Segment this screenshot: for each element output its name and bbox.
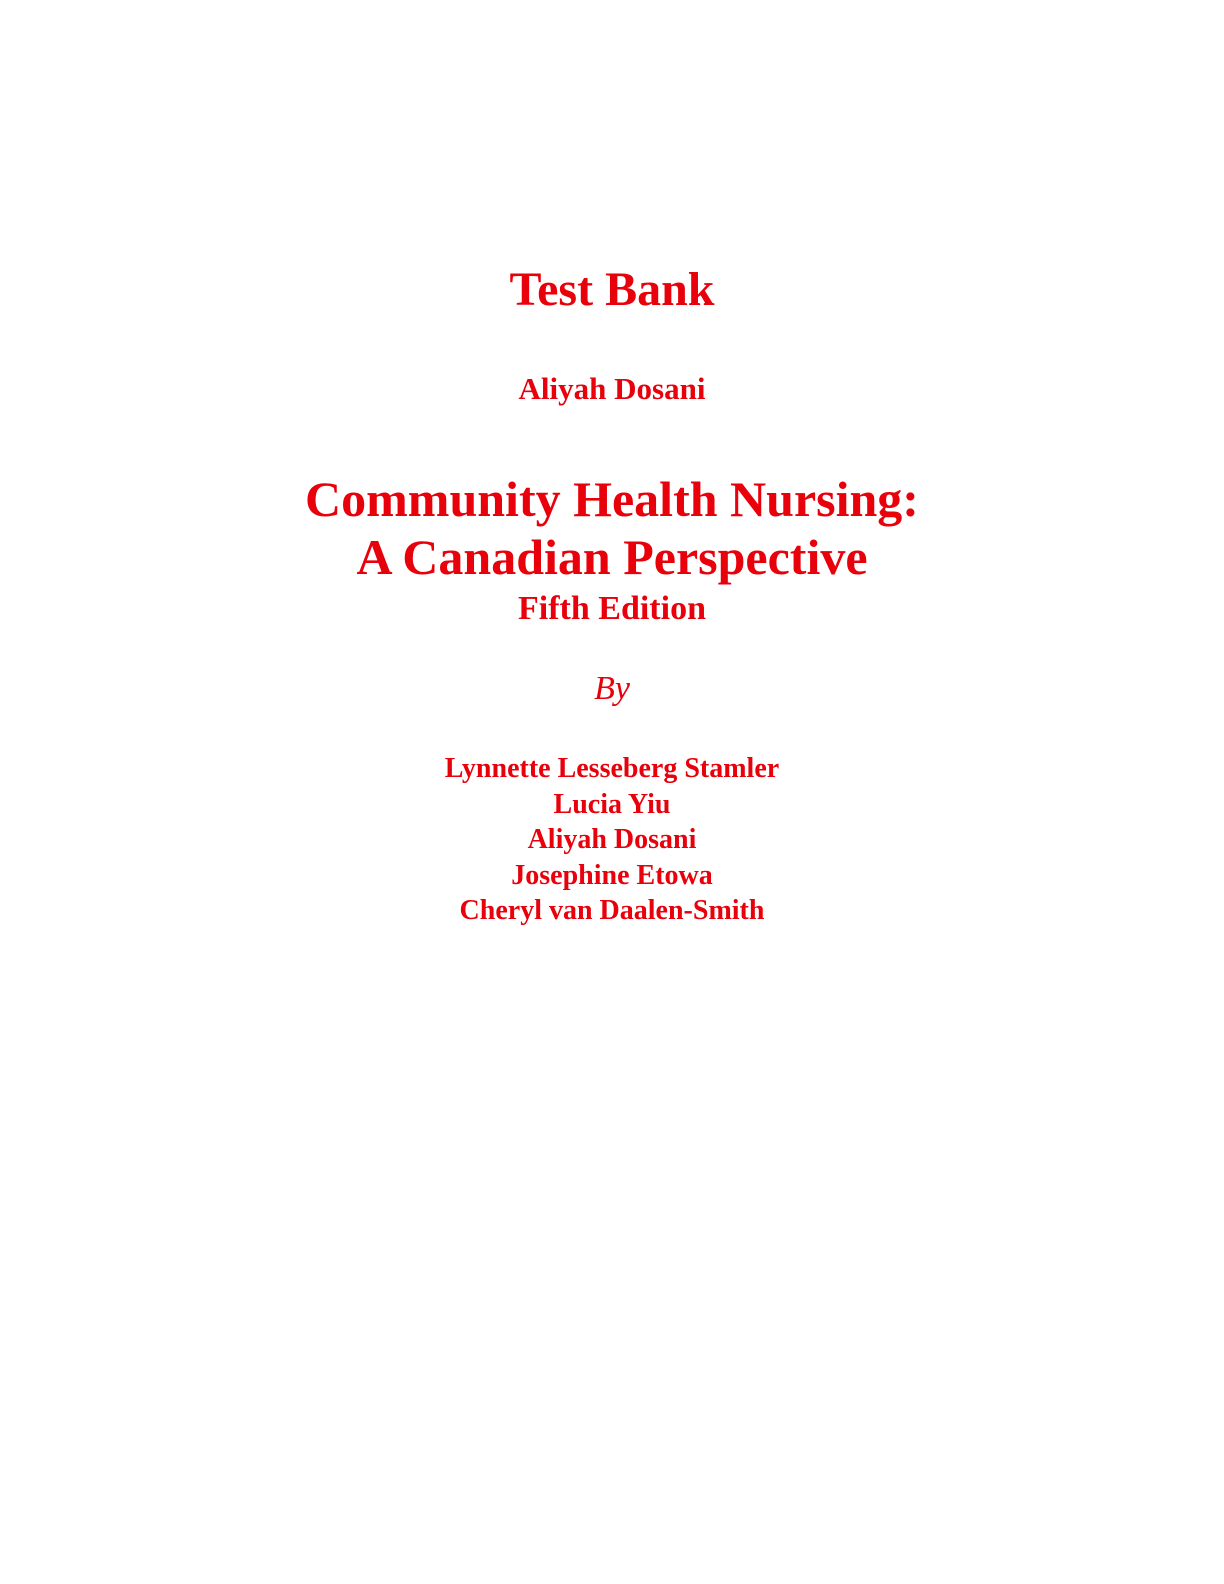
author-name: Josephine Etowa: [511, 859, 713, 891]
author-list: [0, 751, 1224, 929]
author-name: Lynnette Lesseberg Stamler: [444, 753, 780, 784]
author-name: Aliyah Dosani: [527, 824, 697, 855]
author-name: Lucia Yiu: [553, 788, 671, 820]
by-label: By: [594, 670, 630, 707]
book-title-line-1: Community Health Nursing:: [305, 471, 919, 527]
author-name: Cheryl van Daalen-Smith: [459, 895, 765, 926]
edition-label: Fifth Edition: [518, 590, 706, 627]
book-title-line-2: A Canadian Perspective: [356, 529, 868, 585]
editor-name: Aliyah Dosani: [518, 371, 706, 406]
document-heading: Test Bank: [509, 263, 715, 316]
